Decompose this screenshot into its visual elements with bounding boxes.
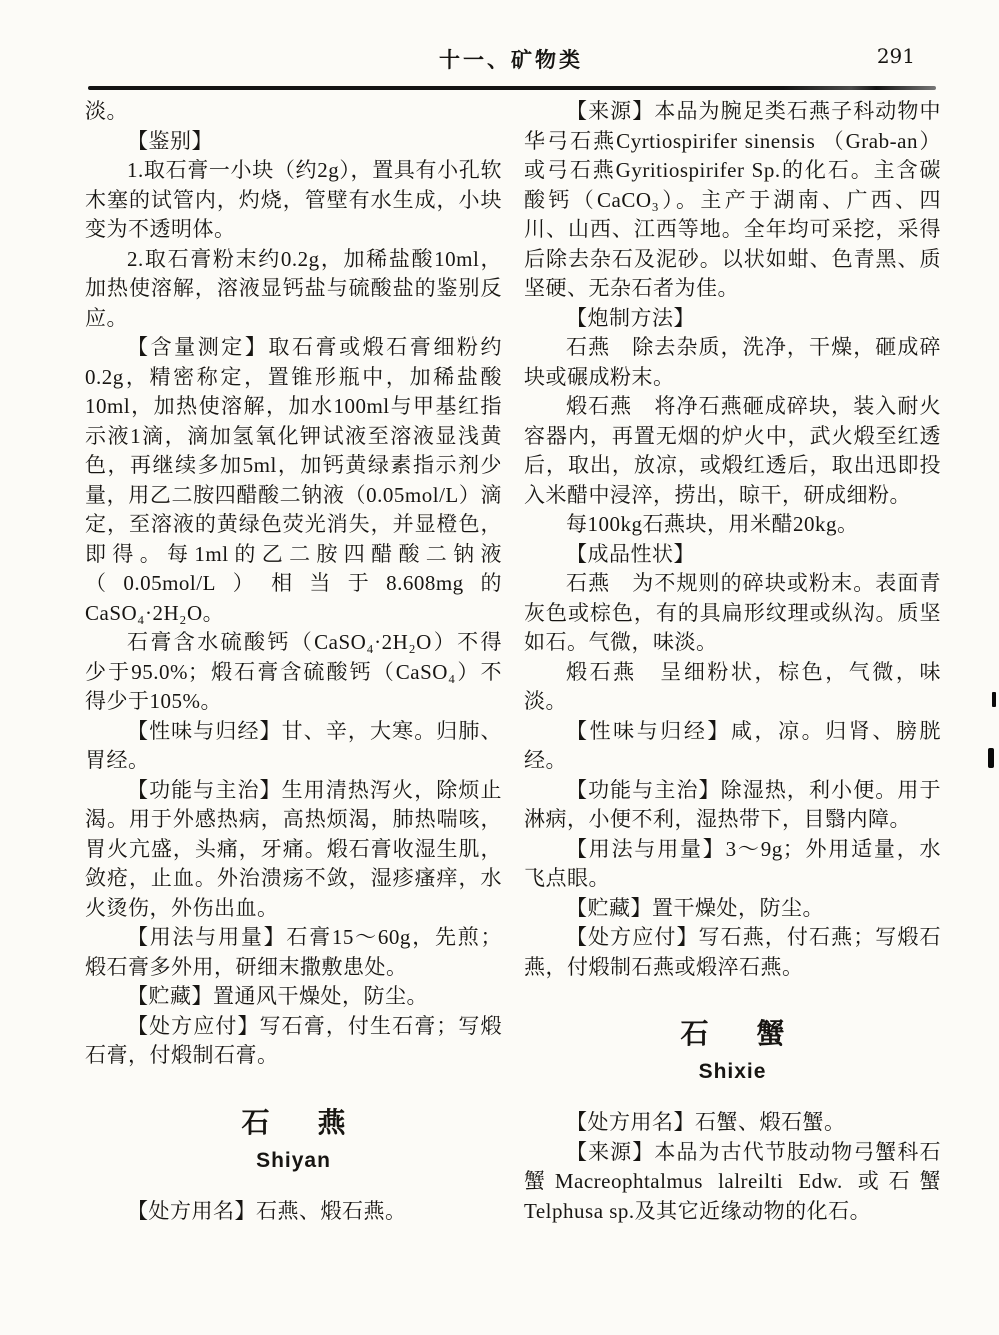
para-processing-raw: 石燕 除去杂质，洗净，干燥，砸成碎块或碾成粉末。	[524, 335, 941, 389]
para-function-indication: 【功能与主治】生用清热泻火，除烦止渴。用于外感热病，高热烦渴，肺热喘咳，胃火亢盛，头痛，牙痛。煅石膏收湿生肌，敛疮，止血。外治溃疡不敛，湿疹瘙痒，水火烫伤，外伤出血。	[85, 777, 502, 920]
para-dosage: 【用法与用量】3～9g；外用适量，水飞点眼。	[524, 836, 941, 890]
page-body	[85, 97, 941, 1226]
para-processing-calcined: 煅石燕 将净石燕砸成碎块，装入耐火容器内，再置无烟的炉火中，武火煅至红透后，取出，放凉，或煅红透后，取出迅即投入米醋中浸淬，捞出，晾干，研成细粉。	[524, 394, 941, 507]
para-assay: 【含量测定】取石膏或煅石膏细粉约0.2g，精密称定，置锥形瓶中，加稀盐酸10ml，加热使溶解，加水100ml与甲基红指示液1滴，滴加氢氧化钾试液至溶液显浅黄色，再继续多加5ml，加钙黄绿素指示剂少量，用乙二胺四醋酸二钠液（0.05mol/L）滴定，至溶液的黄绿色荧光消失，并显橙色，即得。每1ml的乙二胺四醋酸二钠液（0.05mol/L）相当于8.608mg的CaSO₄·2H₂O。	[85, 335, 502, 625]
entry-pinyin: Shixie	[698, 1060, 767, 1083]
page-header	[85, 44, 937, 72]
entry-heading-shiyan	[85, 1101, 502, 1173]
para-content-limit: 石膏含水硫酸钙（CaSO₄·2H₂O）不得少于95.0%；煅石膏含硫酸钙（CaSO₄）不得少于105%。	[85, 630, 502, 713]
para-dispensing: 【处方应付】写石燕，付石燕；写煅石燕，付煅制石燕或煅淬石燕。	[524, 925, 941, 979]
right-column	[524, 97, 941, 1226]
continuation-text: 淡。	[85, 99, 128, 123]
para-prescription-names: 【处方用名】石蟹、煅石蟹。	[566, 1110, 846, 1134]
para-source: 【来源】本品为古代节肢动物弓蟹科石蟹Macreophtalmus lalreilti Edw. 或石蟹Telphusa sp.及其它近缘动物的化石。	[524, 1139, 941, 1223]
para-taste-meridian: 【性味与归经】甘、辛，大寒。归肺、胃经。	[85, 718, 502, 772]
scan-artifact-mark	[992, 692, 996, 707]
scan-artifact-mark	[988, 748, 994, 768]
entry-pinyin: Shiyan	[256, 1148, 331, 1172]
para-taste-meridian: 【性味与归经】咸，凉。归肾、膀胱经。	[524, 718, 941, 772]
para-dispensing: 【处方应付】写石膏，付生石膏；写煅石膏，付煅制石膏。	[85, 1013, 502, 1067]
para-source: 【来源】本品为腕足类石燕子科动物中华弓石燕Cyrtiospirifer sinensis （Grab-an）或弓石燕Gyritiospirifer Sp.的化石。主含碳酸钙（CaCO₃）。主产于湖南、广西、四川、山西、江西等地。全年均可采挖，采得后除去杂石及泥砂。以状如蚶、色青黑、质坚硬、无杂石者为佳。	[524, 99, 941, 300]
para-storage: 【贮藏】置通风干燥处，防尘。	[127, 984, 428, 1008]
section-label-chengpin: 【成品性状】	[566, 541, 695, 566]
section-label-paozhi: 【炮制方法】	[566, 305, 695, 330]
para-dosage: 【用法与用量】石膏15～60g，先煎；煅石膏多外用，研细末撒敷患处。	[85, 925, 502, 979]
left-column	[85, 97, 502, 1226]
para-identification-1: 1.取石膏一小块（约2g），置具有小孔软木塞的试管内，灼烧，管壁有水生成，小块变为不透明体。	[85, 158, 502, 241]
para-storage: 【贮藏】置干燥处，防尘。	[566, 895, 824, 920]
entry-title: 石 蟹	[680, 1019, 795, 1050]
para-function-indication: 【功能与主治】除湿热，利小便。用于淋病，小便不利，湿热带下，目翳内障。	[524, 777, 941, 831]
para-product-raw: 石燕 为不规则的碎块或粉末。表面青灰色或棕色，有的具扁形纹理或纵沟。质坚如石。气微，味淡。	[524, 571, 941, 654]
para-prescription-names: 【处方用名】石燕、煅石燕。	[127, 1198, 407, 1223]
header-rule	[88, 86, 936, 90]
para-product-calcined: 煅石燕 呈细粉状，棕色，气微，味淡。	[524, 659, 941, 713]
page-number: 291	[876, 44, 915, 68]
chapter-title: 十一、矿物类	[439, 48, 583, 72]
para-identification-2: 2.取石膏粉末约0.2g，加稀盐酸10ml，加热使溶解，溶液显钙盐与硫酸盐的鉴别反应。	[85, 246, 502, 330]
para-processing-ratio: 每100kg石燕块，用米醋20kg。	[566, 512, 859, 536]
entry-title: 石 燕	[241, 1107, 356, 1139]
entry-heading-shixie	[524, 1012, 941, 1084]
section-label-jianbie: 【鉴别】	[127, 128, 213, 153]
